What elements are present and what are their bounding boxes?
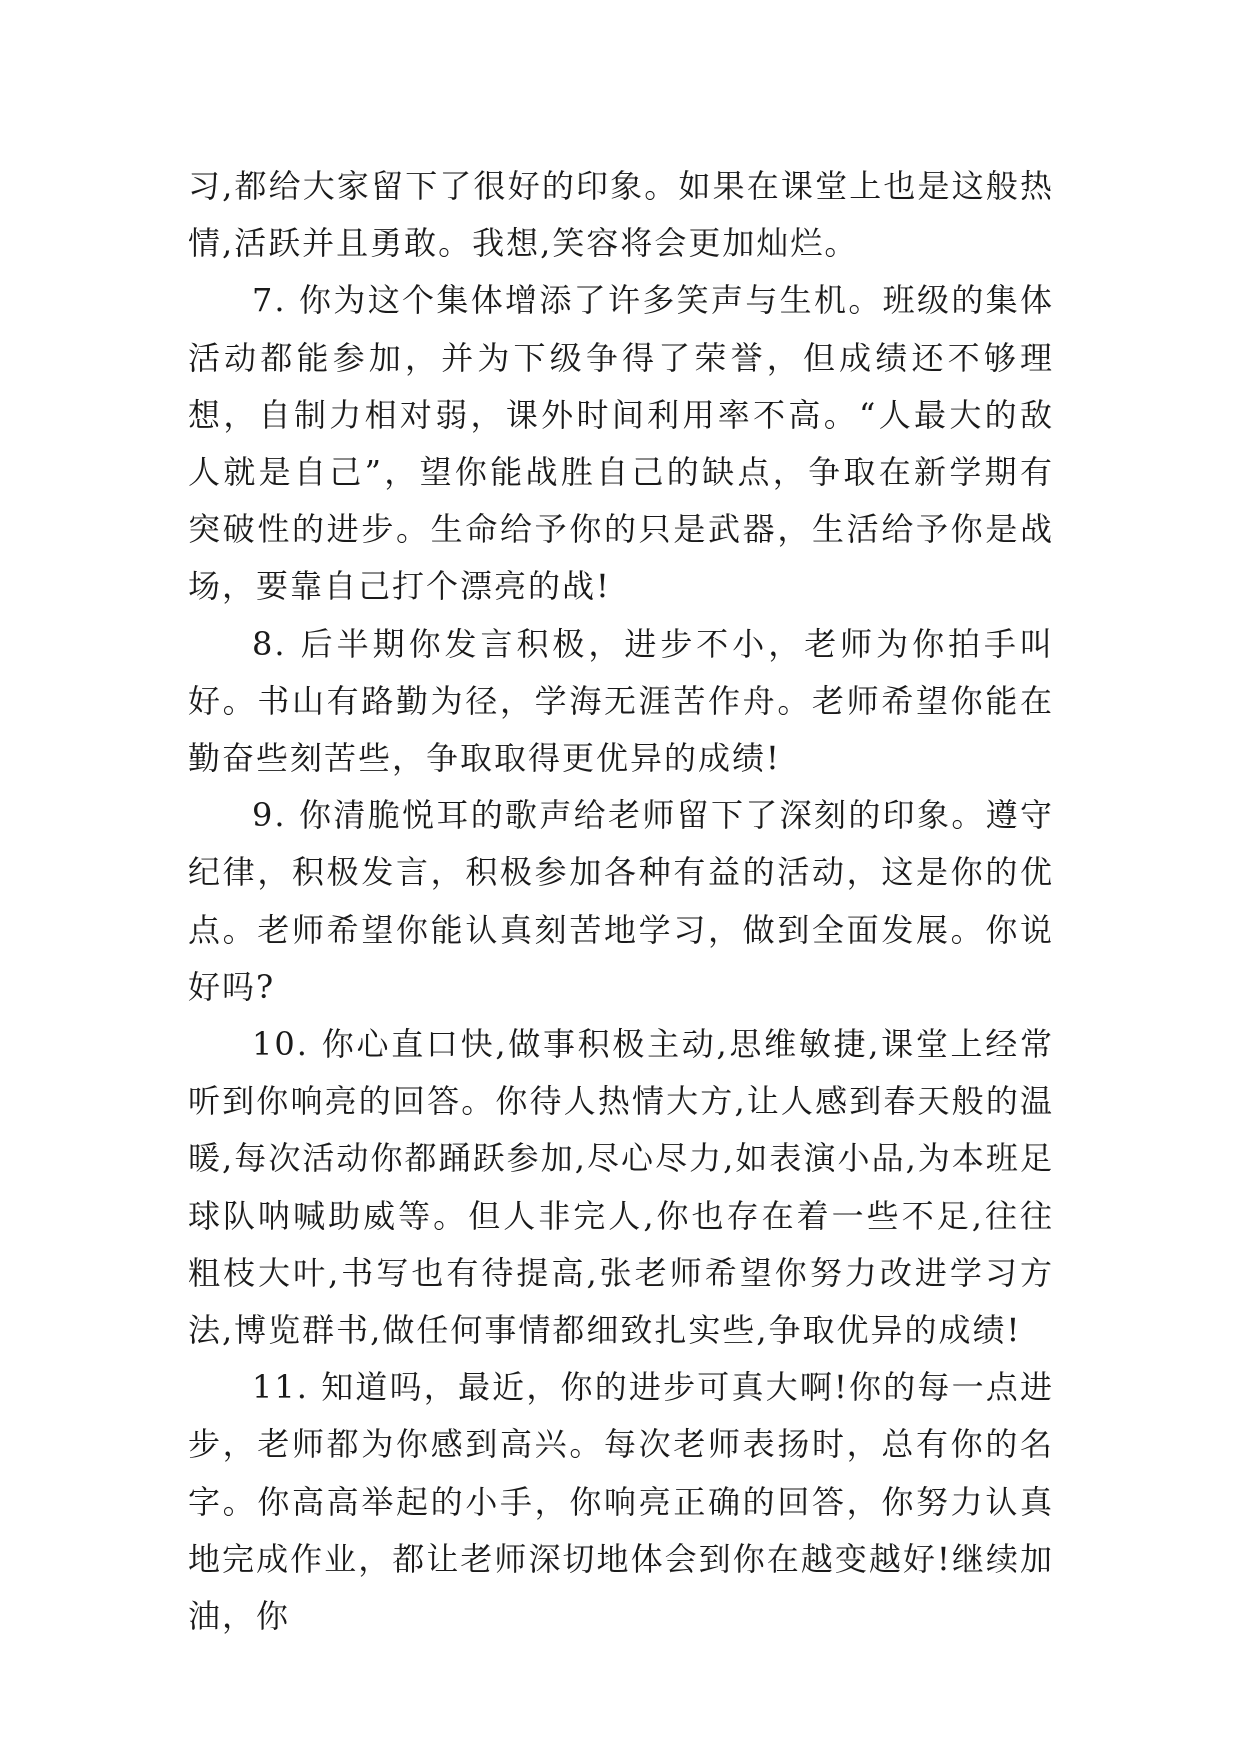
paragraph-item-8: 8. 后半期你发言积极，进步不小，老师为你拍手叫好。书山有路勤为径，学海无涯苦作舟。老师希望你能在勤奋些刻苦些，争取取得更优异的成绩! xyxy=(188,624,1054,778)
paragraph-item-7: 7. 你为这个集体增添了许多笑声与生机。班级的集体活动都能参加，并为下级争得了荣誉，但成绩还不够理想，自制力相对弱，课外时间利用率不高。“人最大的敌人就是自己”，望你能战胜自己的缺点，争取在新学期有突破性的进步。生命给予你的只是武器，生活给予你是战场，要靠自己打个漂亮的战! xyxy=(188,281,1054,606)
paragraph-item-11: 11. 知道吗，最近，你的进步可真大啊!你的每一点进步，老师都为你感到高兴。每次老师表扬时，总有你的名字。你高高举起的小手，你响亮正确的回答，你努力认真地完成作业，都让老师深切地体会到你在越变越好!继续加油，你 xyxy=(188,1368,1054,1636)
paragraph-continuation: 习,都给大家留下了很好的印象。如果在课堂上也是这般热情,活跃并且勇敢。我想,笑容将会更加灿烂。 xyxy=(188,167,1054,263)
document-body xyxy=(188,158,1054,1645)
paragraph-item-9: 9. 你清脆悦耳的歌声给老师留下了深刻的印象。遵守纪律，积极发言，积极参加各种有益的活动，这是你的优点。老师希望你能认真刻苦地学习，做到全面发展。你说好吗? xyxy=(188,796,1054,1006)
paragraph-item-10: 10. 你心直口快,做事积极主动,思维敏捷,课堂上经常听到你响亮的回答。你待人热情大方,让人感到春天般的温暖,每次活动你都踊跃参加,尽心尽力,如表演小品,为本班足球队呐喊助威等。但人非完人,你也存在着一些不足,往往粗枝大叶,书写也有待提高,张老师希望你努力改进学习方法,博览群书,做任何事情都细致扎实些,争取优异的成绩! xyxy=(188,1025,1054,1350)
